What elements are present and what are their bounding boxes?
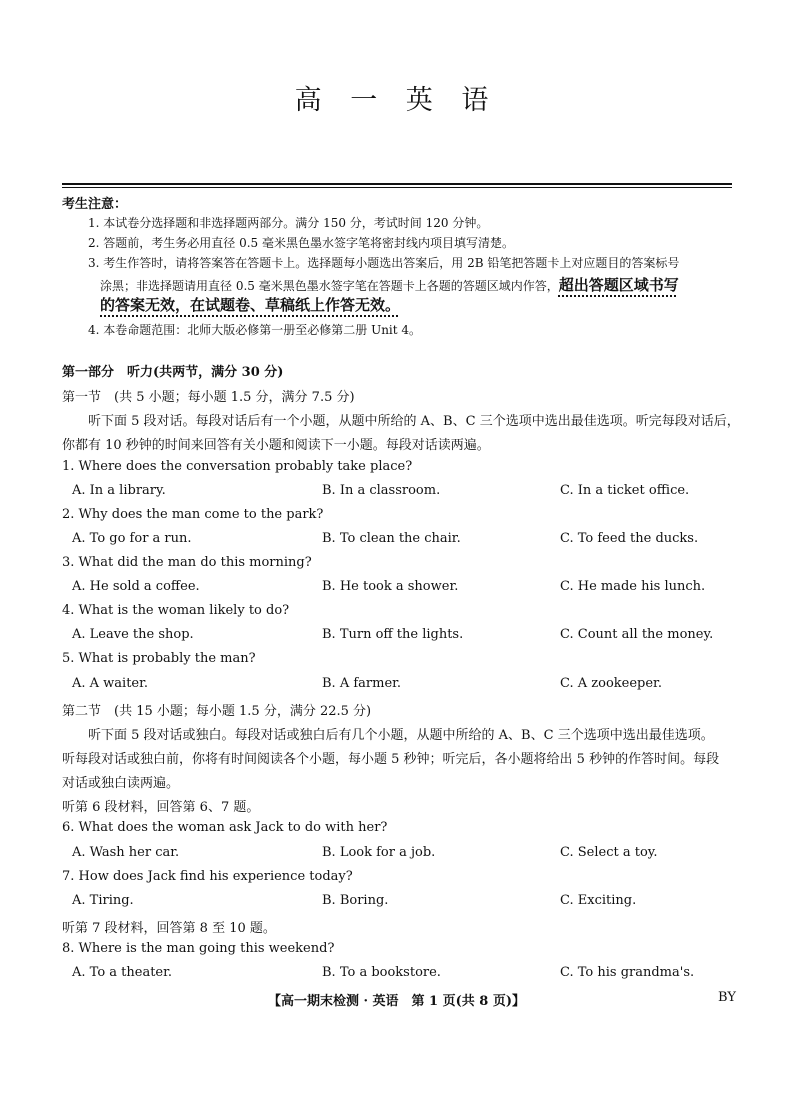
section1-instructions-line-1: 听下面 5 段对话。每段对话后有一个小题，从题中所给的 A、B、C 三个选项中选出最佳选项。听完每段对话后，: [88, 414, 740, 429]
notice-item-3-line-3: 的答案无效，在试题卷、草稿纸上作答无效。: [100, 296, 401, 314]
part1-heading: 第一部分 听力(共两节，满分 30 分): [62, 365, 284, 380]
q1-option-a: A. In a library.: [72, 483, 166, 498]
q6-option-c: C. Select a toy.: [560, 845, 658, 860]
q3-option-b: B. He took a shower.: [322, 579, 459, 594]
q4-option-a: A. Leave the shop.: [72, 627, 194, 642]
question-6: 6. What does the woman ask Jack to do with her?: [62, 820, 388, 835]
q3-option-c: C. He made his lunch.: [560, 579, 706, 594]
notice-item-3-line-2: [100, 274, 679, 295]
question-5: 5. What is probably the man?: [62, 651, 256, 666]
notice-item-3-emphasis: 超出答题区域书写: [558, 276, 679, 294]
material-7-instruction: 听第 7 段材料，回答第 8 至 10 题。: [62, 921, 276, 936]
q8-option-a: A. To a theater.: [72, 965, 173, 980]
question-2: 2. Why does the man come to the park?: [62, 507, 324, 522]
q7-option-c: C. Exciting.: [560, 893, 637, 908]
notice-item-4: 4. 本卷命题范围：北师大版必修第一册至必修第二册 Unit 4。: [88, 323, 422, 337]
notice-item-2: 2. 答题前，考生务必用直径 0.5 毫米黑色墨水签字笔将密封线内项目填写清楚。: [88, 236, 514, 250]
section2-heading: 第二节 (共 15 小题；每小题 1.5 分，满分 22.5 分): [62, 704, 372, 719]
header-rule-thick: [62, 183, 732, 185]
notice-heading: 考生注意：: [62, 197, 128, 212]
page-footer: 【高一期末检测 · 英语 第 1 页(共 8 页)】: [267, 994, 526, 1009]
q8-option-c: C. To his grandma's.: [560, 965, 695, 980]
question-3: 3. What did the man do this morning?: [62, 555, 312, 570]
question-4: 4. What is the woman likely to do?: [62, 603, 290, 618]
question-1: 1. Where does the conversation probably take place?: [62, 459, 413, 474]
q6-option-b: B. Look for a job.: [322, 845, 436, 860]
q5-option-a: A. A waiter.: [72, 676, 149, 691]
q5-option-b: B. A farmer.: [322, 676, 402, 691]
material-6-instruction: 听第 6 段材料，回答第 6、7 题。: [62, 800, 260, 815]
header-rule-thin: [62, 187, 732, 188]
q8-option-b: B. To a bookstore.: [322, 965, 441, 980]
q4-option-c: C. Count all the money.: [560, 627, 714, 642]
q5-option-c: C. A zookeeper.: [560, 676, 662, 691]
q2-option-a: A. To go for a run.: [72, 531, 192, 546]
q2-option-c: C. To feed the ducks.: [560, 531, 699, 546]
question-7: 7. How does Jack find his experience today?: [62, 869, 353, 884]
q2-option-b: B. To clean the chair.: [322, 531, 461, 546]
q6-option-a: A. Wash her car.: [72, 845, 180, 860]
section2-instructions-line-1: 听下面 5 段对话或独白。每段对话或独白后有几个小题，从题中所给的 A、B、C 三个选项中选出最佳选项。: [88, 728, 714, 743]
notice-item-3-line-1: 3. 考生作答时，请将答案答在答题卡上。选择题每小题选出答案后，用 2B 铅笔把答题卡上对应题目的答案标号: [88, 256, 680, 270]
page-title: 高 一 英 语: [294, 85, 499, 116]
q4-option-b: B. Turn off the lights.: [322, 627, 464, 642]
section1-instructions-line-2: 你都有 10 秒钟的时间来回答有关小题和阅读下一小题。每段对话读两遍。: [62, 438, 490, 453]
q3-option-a: A. He sold a coffee.: [72, 579, 200, 594]
q7-option-a: A. Tiring.: [72, 893, 134, 908]
q1-option-c: C. In a ticket office.: [560, 483, 690, 498]
notice-item-3-plain: 涂黑；非选择题请用直径 0.5 毫米黑色墨水签字笔在答题卡上各题的答题区域内作答，: [100, 279, 559, 293]
notice-item-1: 1. 本试卷分选择题和非选择题两部分。满分 150 分，考试时间 120 分钟。: [88, 216, 489, 230]
section1-heading: 第一节 (共 5 小题；每小题 1.5 分，满分 7.5 分): [62, 390, 355, 405]
question-8: 8. Where is the man going this weekend?: [62, 941, 335, 956]
footer-code: BY: [718, 990, 736, 1005]
q7-option-b: B. Boring.: [322, 893, 389, 908]
q1-option-b: B. In a classroom.: [322, 483, 441, 498]
section2-instructions-line-2: 听每段对话或独白前，你将有时间阅读各个小题，每小题 5 秒钟；听完后，各小题将给出 5 秒钟的作答时间。每段: [62, 752, 720, 767]
section2-instructions-line-3: 对话或独白读两遍。: [62, 776, 180, 791]
